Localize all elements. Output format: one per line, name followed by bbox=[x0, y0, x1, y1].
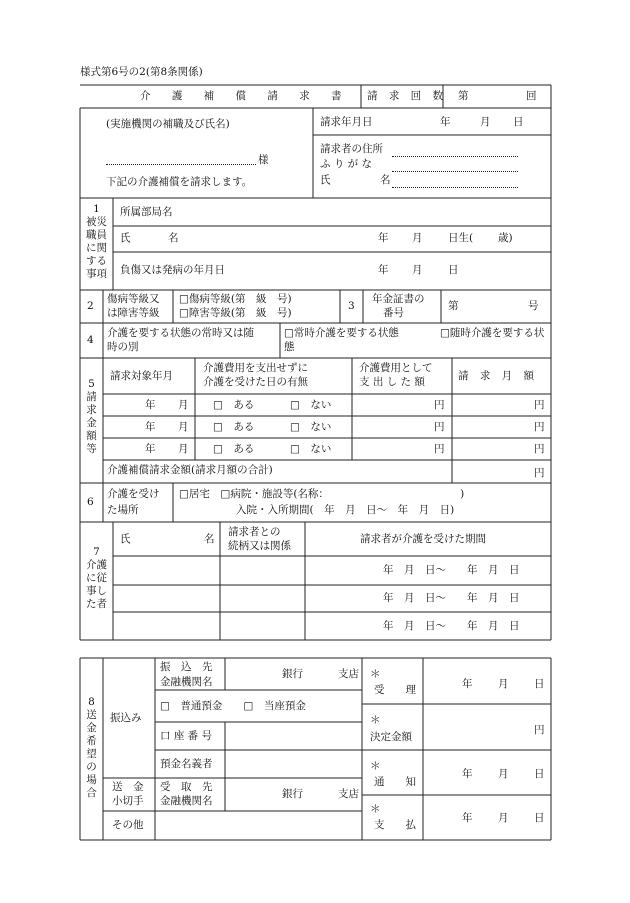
pension-dai: 第 bbox=[448, 300, 459, 312]
check-label-1: 送 金 bbox=[112, 781, 144, 793]
col-no-expense-2: 介護を受けた日の有無 bbox=[203, 376, 308, 388]
col-expense-1: 介護費用として bbox=[359, 362, 433, 374]
col-expense-2: 支 出 し た 額 bbox=[359, 376, 425, 388]
injury-month: 月 bbox=[412, 264, 423, 276]
claim-date-label: 請求年月日 bbox=[320, 116, 373, 128]
payment-year: 年 bbox=[462, 812, 473, 824]
care-option-constant-cont: 態 bbox=[284, 341, 295, 353]
claim-count-dai: 第 bbox=[458, 90, 469, 102]
section6-label-2: た場所 bbox=[107, 504, 139, 516]
form-number: 様式第6号の2(第8条関係) bbox=[80, 66, 203, 78]
caregiver-name-2: 名 bbox=[204, 533, 215, 545]
decided-label: 決定金額 bbox=[370, 731, 412, 743]
payment-label: 支 払 bbox=[374, 819, 416, 831]
accept-star: ＊ bbox=[370, 668, 381, 680]
section8-label: 8 送 金 希 望 の 場 合 bbox=[86, 696, 97, 799]
injury-day: 日 bbox=[448, 264, 459, 276]
section2-label-2: は障害等級 bbox=[107, 307, 160, 319]
section1-label: 1 被災 職員 に関 する 事項 bbox=[86, 203, 107, 280]
section2-label-1: 傷病等級又 bbox=[107, 293, 160, 305]
accept-month: 月 bbox=[498, 678, 509, 690]
org-name-field[interactable] bbox=[106, 164, 256, 165]
row2-no-checkbox[interactable]: □ ない bbox=[290, 421, 332, 433]
care-period-row: 年 月 日～ 年 月 日 bbox=[383, 564, 520, 576]
bank-suffix: 銀行 bbox=[282, 668, 303, 680]
claim-count-kai: 回 bbox=[526, 90, 537, 102]
name-label-2: 名 bbox=[380, 174, 391, 186]
org-label: (実施機関の補職及び氏名) bbox=[106, 118, 230, 130]
pension-go: 号 bbox=[528, 300, 539, 312]
name-field[interactable] bbox=[392, 187, 518, 188]
birth-year: 年 bbox=[378, 232, 389, 244]
payment-month: 月 bbox=[498, 812, 509, 824]
claim-date-year: 年 bbox=[440, 116, 451, 128]
col-no-expense-1: 介護費用を支出せずに bbox=[203, 362, 308, 374]
caregiver-relation-2: 続柄又は関係 bbox=[228, 540, 291, 552]
caregiver-relation-1: 請求者との bbox=[228, 526, 281, 538]
notice-day: 日 bbox=[534, 768, 545, 780]
dept-label: 所属部局名 bbox=[120, 206, 173, 218]
branch-suffix: 支店 bbox=[338, 668, 359, 680]
address-field[interactable] bbox=[392, 156, 518, 157]
row3-no-checkbox[interactable]: □ ない bbox=[290, 443, 332, 455]
section6-label-1: 介護を受け bbox=[107, 488, 160, 500]
furigana-label: ふ り が な bbox=[320, 158, 373, 170]
check-label-2: 小切手 bbox=[112, 795, 144, 807]
care-period-row: 年 月 日～ 年 月 日 bbox=[383, 592, 520, 604]
section4-num: 4 bbox=[87, 334, 94, 346]
account-holder-label: 預金名義者 bbox=[160, 758, 213, 770]
care-option-occasional[interactable]: □随時介護を要する状 bbox=[440, 327, 545, 339]
payment-star: ＊ bbox=[370, 803, 381, 815]
other-label: その他 bbox=[112, 819, 144, 831]
care-period-row: 年 月 日～ 年 月 日 bbox=[383, 620, 520, 632]
birth-age: 歳) bbox=[498, 232, 513, 244]
row2-yes-checkbox[interactable]: □ ある bbox=[213, 421, 255, 433]
claim-date-day: 日 bbox=[513, 116, 524, 128]
recv-bank-label-2: 金融機関名 bbox=[160, 795, 213, 807]
total-claim-yen: 円 bbox=[534, 467, 545, 479]
accept-day: 日 bbox=[534, 678, 545, 690]
recv-bank-label-1: 受 取 先 bbox=[160, 781, 213, 793]
recv-branch-suffix: 支店 bbox=[338, 788, 359, 800]
victim-name-2: 名 bbox=[168, 232, 179, 244]
claim-date-month: 月 bbox=[480, 116, 491, 128]
care-option-constant[interactable]: □常時介護を要する状態 bbox=[284, 327, 399, 339]
section7-label: 7 介護 に従 事し た者 bbox=[86, 546, 107, 610]
injury-date-label: 負傷又は発病の年月日 bbox=[120, 264, 225, 276]
transfer-label: 振込み bbox=[110, 712, 142, 724]
row1-no-checkbox[interactable]: □ ない bbox=[290, 399, 332, 411]
bank-label-2: 金融機関名 bbox=[160, 676, 213, 688]
account-number-label: 口 座 番 号 bbox=[160, 730, 213, 742]
request-text: 下記の介護補償を請求します。 bbox=[106, 176, 253, 188]
row3-yes-checkbox[interactable]: □ ある bbox=[213, 443, 255, 455]
col-target-month: 請求対象年月 bbox=[110, 370, 173, 382]
care-place-options[interactable]: □居宅 □病院・施設等(名称： ) bbox=[179, 488, 465, 500]
deposit-type-options[interactable]: □ 普通預金 □ 当座預金 bbox=[160, 700, 306, 712]
section5-label: 5 請 求 金 額 等 bbox=[86, 378, 97, 455]
grade-option-1[interactable]: □傷病等級(第 級 号) bbox=[179, 293, 292, 305]
notice-year: 年 bbox=[462, 768, 473, 780]
furigana-field[interactable] bbox=[392, 171, 518, 172]
birth-day: 日生( bbox=[448, 232, 474, 244]
row1-yes-checkbox[interactable]: □ ある bbox=[213, 399, 255, 411]
section3-label-2: 番号 bbox=[383, 307, 404, 319]
section4-label-2: 時の別 bbox=[107, 341, 139, 353]
section3-num: 3 bbox=[348, 300, 355, 312]
name-label-1: 氏 bbox=[320, 174, 331, 186]
section3-label-1: 年金証書の bbox=[372, 293, 425, 305]
address-label: 請求者の住所 bbox=[320, 143, 383, 155]
total-claim-label: 介護補償請求金額(請求月額の合計) bbox=[107, 464, 273, 476]
recv-bank-suffix: 銀行 bbox=[282, 788, 303, 800]
decided-yen: 円 bbox=[534, 724, 545, 736]
accept-label: 受 理 bbox=[374, 684, 416, 696]
section4-label-1: 介護を要する状態の常時又は随 bbox=[107, 327, 254, 339]
claim-count-label: 請 求 回 数 bbox=[367, 90, 448, 102]
grade-option-2[interactable]: □障害等級(第 級 号) bbox=[179, 307, 292, 319]
birth-month: 月 bbox=[412, 232, 423, 244]
notice-star: ＊ bbox=[370, 760, 381, 772]
bank-label-1: 振 込 先 bbox=[160, 661, 213, 673]
section2-num: 2 bbox=[87, 300, 94, 312]
notice-month: 月 bbox=[498, 768, 509, 780]
payment-day: 日 bbox=[534, 812, 545, 824]
col-monthly-claim: 請 求 月 額 bbox=[458, 370, 539, 382]
injury-year: 年 bbox=[378, 264, 389, 276]
form-title: 介 護 補 償 請 求 書 bbox=[140, 90, 351, 102]
decided-star: ＊ bbox=[370, 714, 381, 726]
victim-name-1: 氏 bbox=[120, 232, 131, 244]
notice-label: 通 知 bbox=[374, 776, 416, 788]
caregiver-name-1: 氏 bbox=[120, 533, 131, 545]
stay-period: 入院・入所期間( 年 月 日～ 年 月 日) bbox=[236, 504, 455, 516]
org-sama: 様 bbox=[258, 154, 269, 166]
accept-year: 年 bbox=[462, 678, 473, 690]
care-period-header: 請求者が介護を受けた期間 bbox=[360, 533, 486, 545]
section6-num: 6 bbox=[87, 496, 94, 508]
